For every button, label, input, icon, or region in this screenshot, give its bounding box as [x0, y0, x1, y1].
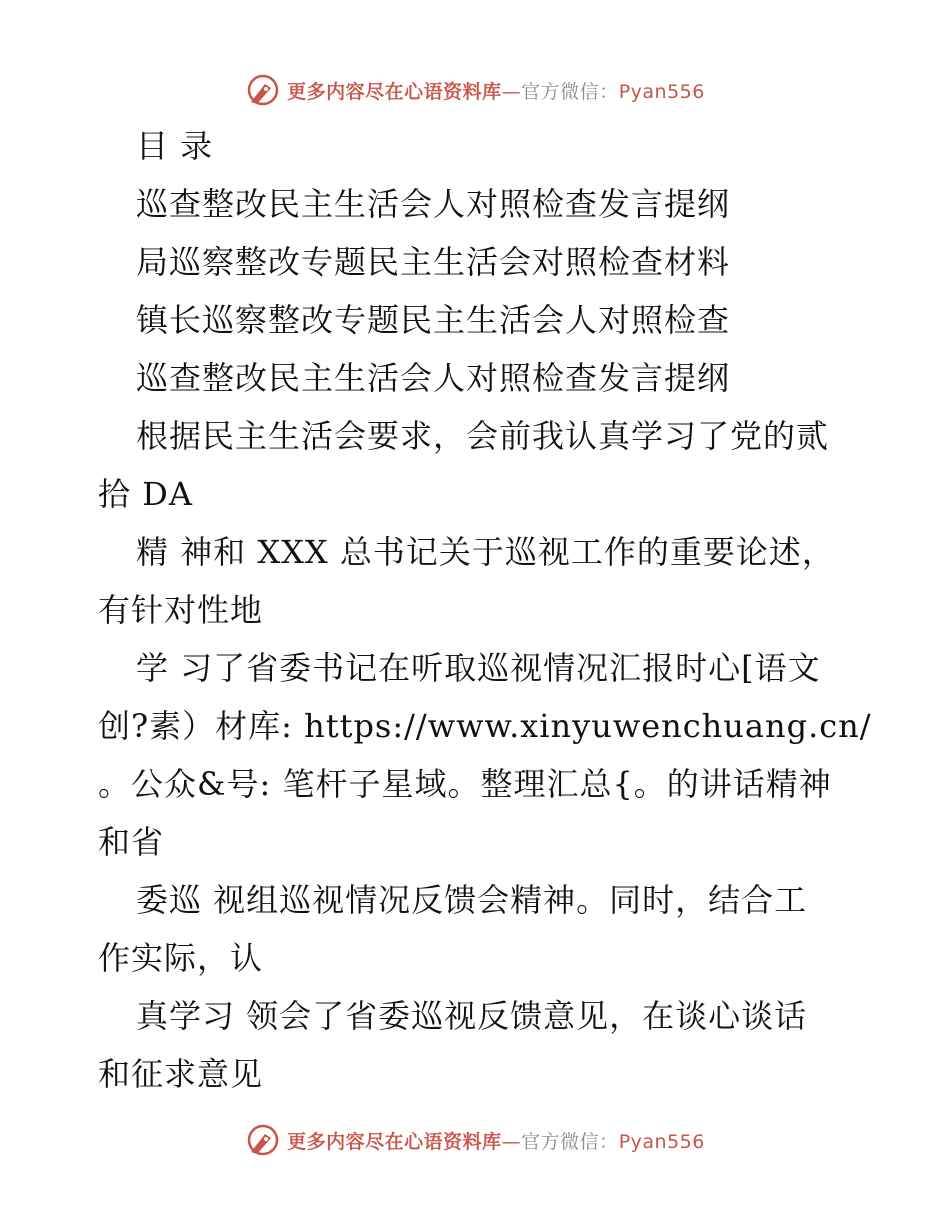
document-line: 和省 — [98, 823, 165, 861]
document-line: 局巡察整改专题民主生活会对照检查材料 — [136, 243, 731, 281]
document-line: 镇长巡察整改专题民主生活会人对照检查 — [136, 301, 731, 339]
pen-nib-circle-icon — [245, 72, 281, 108]
document-line: 真学习 领会了省委巡视反馈意见，在谈心谈话 — [136, 997, 808, 1035]
pen-nib-circle-icon — [245, 1122, 281, 1158]
header-banner — [0, 70, 950, 110]
banner-main-text: 更多内容尽在心语资料库 — [287, 1130, 502, 1153]
document-line: 。公众&号: 笔杆子星域。整理汇总{。的讲话精神 — [98, 765, 832, 803]
toc-heading: 目 录 — [136, 127, 214, 165]
document-line: 根据民主生活会要求，会前我认真学习了党的贰 — [136, 417, 830, 455]
document-line: 有针对性地 — [98, 591, 264, 629]
document-line: 拾 DA — [98, 475, 193, 513]
banner-official-label: 官方微信： — [521, 80, 619, 103]
banner-dash: — — [501, 80, 522, 103]
banner-wechat-id: Pyan556 — [618, 1130, 705, 1153]
document-line: 作实际，认 — [98, 939, 264, 977]
banner-text — [287, 77, 705, 104]
banner-wechat-id: Pyan556 — [618, 80, 705, 103]
document-line: 委巡 视组巡视情况反馈会精神。同时，结合工 — [136, 881, 808, 919]
document-line: 精 神和 XXX 总书记关于巡视工作的重要论述， — [136, 533, 835, 571]
footer-banner — [0, 1120, 950, 1160]
document-line: 创?素）材库: https://www.xinyuwenchuang.cn/ — [98, 707, 872, 745]
banner-dash: — — [501, 1130, 522, 1153]
document-body — [98, 117, 878, 1103]
banner-text — [287, 1127, 705, 1154]
banner-official-label: 官方微信： — [521, 1130, 619, 1153]
document-line: 巡查整改民主生活会人对照检查发言提纲 — [136, 185, 731, 223]
banner-main-text: 更多内容尽在心语资料库 — [287, 80, 502, 103]
document-line: 学 习了省委书记在听取巡视情况汇报时心[语文 — [136, 649, 821, 687]
document-line: 巡查整改民主生活会人对照检查发言提纲 — [136, 359, 731, 397]
document-line: 和征求意见 — [98, 1055, 264, 1093]
